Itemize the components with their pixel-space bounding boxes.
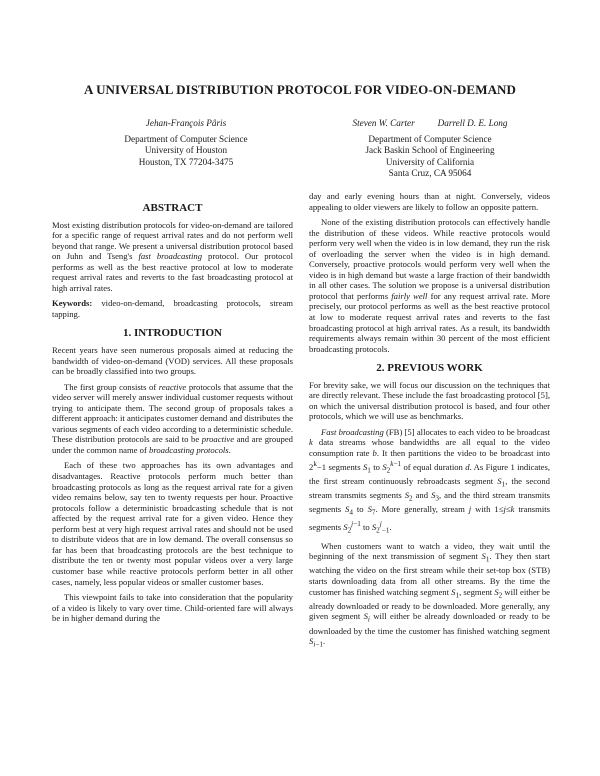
right-column xyxy=(309,191,550,655)
intro-paragraph-4: This viewpoint fails to take into consideration that the popularity of a video is likely to vary over time. Child-oriented fare will always be in higher demand during the xyxy=(52,592,293,624)
author-name: Jehan-François Pâris xyxy=(145,118,227,128)
author-inst: University of Houston xyxy=(144,145,228,156)
previous-work-heading: 2. PREVIOUS WORK xyxy=(376,362,483,375)
keywords: Keywords: video-on-demand, broadcasting protocols, stream tapping. xyxy=(52,298,293,319)
author-names: Steven W. Carter Darrell D. E. Long xyxy=(352,118,508,128)
author-dept: Department of Computer Science xyxy=(124,133,248,144)
author-block-left xyxy=(96,118,276,168)
author-addr: Santa Cruz, CA 95064 xyxy=(388,168,472,179)
intro-paragraph-5: day and early evening hours than at night. Conversely, videos appealing to older viewers are likely to follow an opposite pattern. xyxy=(309,191,550,212)
previous-paragraph-2: Fast broadcasting (FB) [5] allocates to each video to be broadcast k data streams whose bandwidths are all equal to the video consumption rate b. It then partitions the video to be broadcast into $2^k-1$ segments $S_1$ to $S_2^{k-1}$ of equal duration d. As Figure 1 indicates, the first stream continuously rebroadcasts segment $S_1$, the second stream transmits segments $S_2$ and $S_3$, and the third stream transmits segments $S_4$ to $S_7$. More generally, stream j with 1≤j≤k transmits segments $S_2^{j-1}$ to $S_2^j_{-1}$. xyxy=(309,426,551,535)
author-univ: University of California xyxy=(385,156,475,167)
intro-paragraph-6: None of the existing distribution protocols can effectively handle the distribution of these videos. While reactive protocols would perform very well when the video is in low demand, they run the risk of overloading the server when the video is in high demand. Conversely, proactive protocols would perform very well when the video is in high demand but waste a large fraction of their bandwidth in all other cases. The solution we propose is a universal distribution protocol that performs fairly well for any request arrival rate. More precisely, our protocol performs as well as the best reactive protocol at low to moderate request arrival rates and reverts to the fast broadcasting protocol at high arrival rates. As a result, its bandwidth requirements always remain within 30 percent of the most efficient broadcasting protocols. xyxy=(309,217,551,354)
left-column xyxy=(52,191,293,629)
intro-heading: 1. INTRODUCTION xyxy=(122,327,222,340)
author-block-right xyxy=(330,118,530,180)
intro-paragraph-1: Recent years have seen numerous proposals aimed at reducing the bandwidth of video-on-demand (VOD) services. All these proposals can be broadly classified into two groups. xyxy=(52,345,293,377)
author-dept: Department of Computer Science xyxy=(368,133,492,144)
abstract-paragraph: Most existing distribution protocols for video-on-demand are tailored for a specific range of request arrival rates and do not perform well beyond that range. We present a universal distribution protocol based on Juhn and Tseng's fast broadcasting protocol. Our protocol performs as well as the best reactive protocol at low to moderate request arrival rates and reverts to the fast broadcasting protocol at high arrival rates. xyxy=(52,219,293,293)
author-addr: Houston, TX 77204-3475 xyxy=(138,156,234,167)
paper-title: A UNIVERSAL DISTRIBUTION PROTOCOL FOR VIDEO-ON-DEMAND xyxy=(83,82,517,97)
author-inst: Jack Baskin School of Engineering xyxy=(365,145,495,156)
abstract-heading: ABSTRACT xyxy=(142,202,203,214)
intro-paragraph-3: Each of these two approaches has its own advantages and disadvantages. Reactive protocols perform much better than broadcasting protocols as long as the request arrival rate for a given video remains below, say ten to twenty requests per hour. Proactive protocols follow a deterministic broadcasting schedule that is not affected by the request arrival rate for a given video. Hence they perform best at very high request arrival rates and should not be used to distribute videos that are in low demand. The overall consensus so far has been that broadcasting protocols are the best technique to distribute the ten or twenty most popular videos over a very large customer base while reactive protocols perform better in all other cases, namely, less popular videos or smaller customer bases. xyxy=(52,460,293,587)
intro-paragraph-2: The first group consists of reactive protocols that assume that the video server will merely answer individual customer requests without trying to anticipate them. The second group of proposals takes a different approach: it anticipates customer demand and distributes the various segments of each video according to a deterministic schedule. These distribution protocols are said to be proactive and are grouped under the common name of broadcasting protocols. xyxy=(52,381,293,455)
previous-paragraph-1: For brevity sake, we will focus our discussion on the techniques that are directly relevant. These include the fast broadcasting protocol [5], on which the universal distribution protocol is based, and four other protocols, which we will use as benchmarks. xyxy=(309,379,550,422)
previous-paragraph-3: When customers want to watch a video, they wait until the beginning of the next transmission of segment $S_1$. They then start watching the video on the first stream while their set-top box (STB) starts downloading data from all other streams. By the time the customer has finished watching segment $S_1$, segment $S_2$ will either be already downloaded or ready to be downloaded. More generally, any given segment $S_i$ will either be already downloaded or ready to be downloaded by the time the customer has finished watching segment $S_{i-1}$. xyxy=(309,540,550,649)
